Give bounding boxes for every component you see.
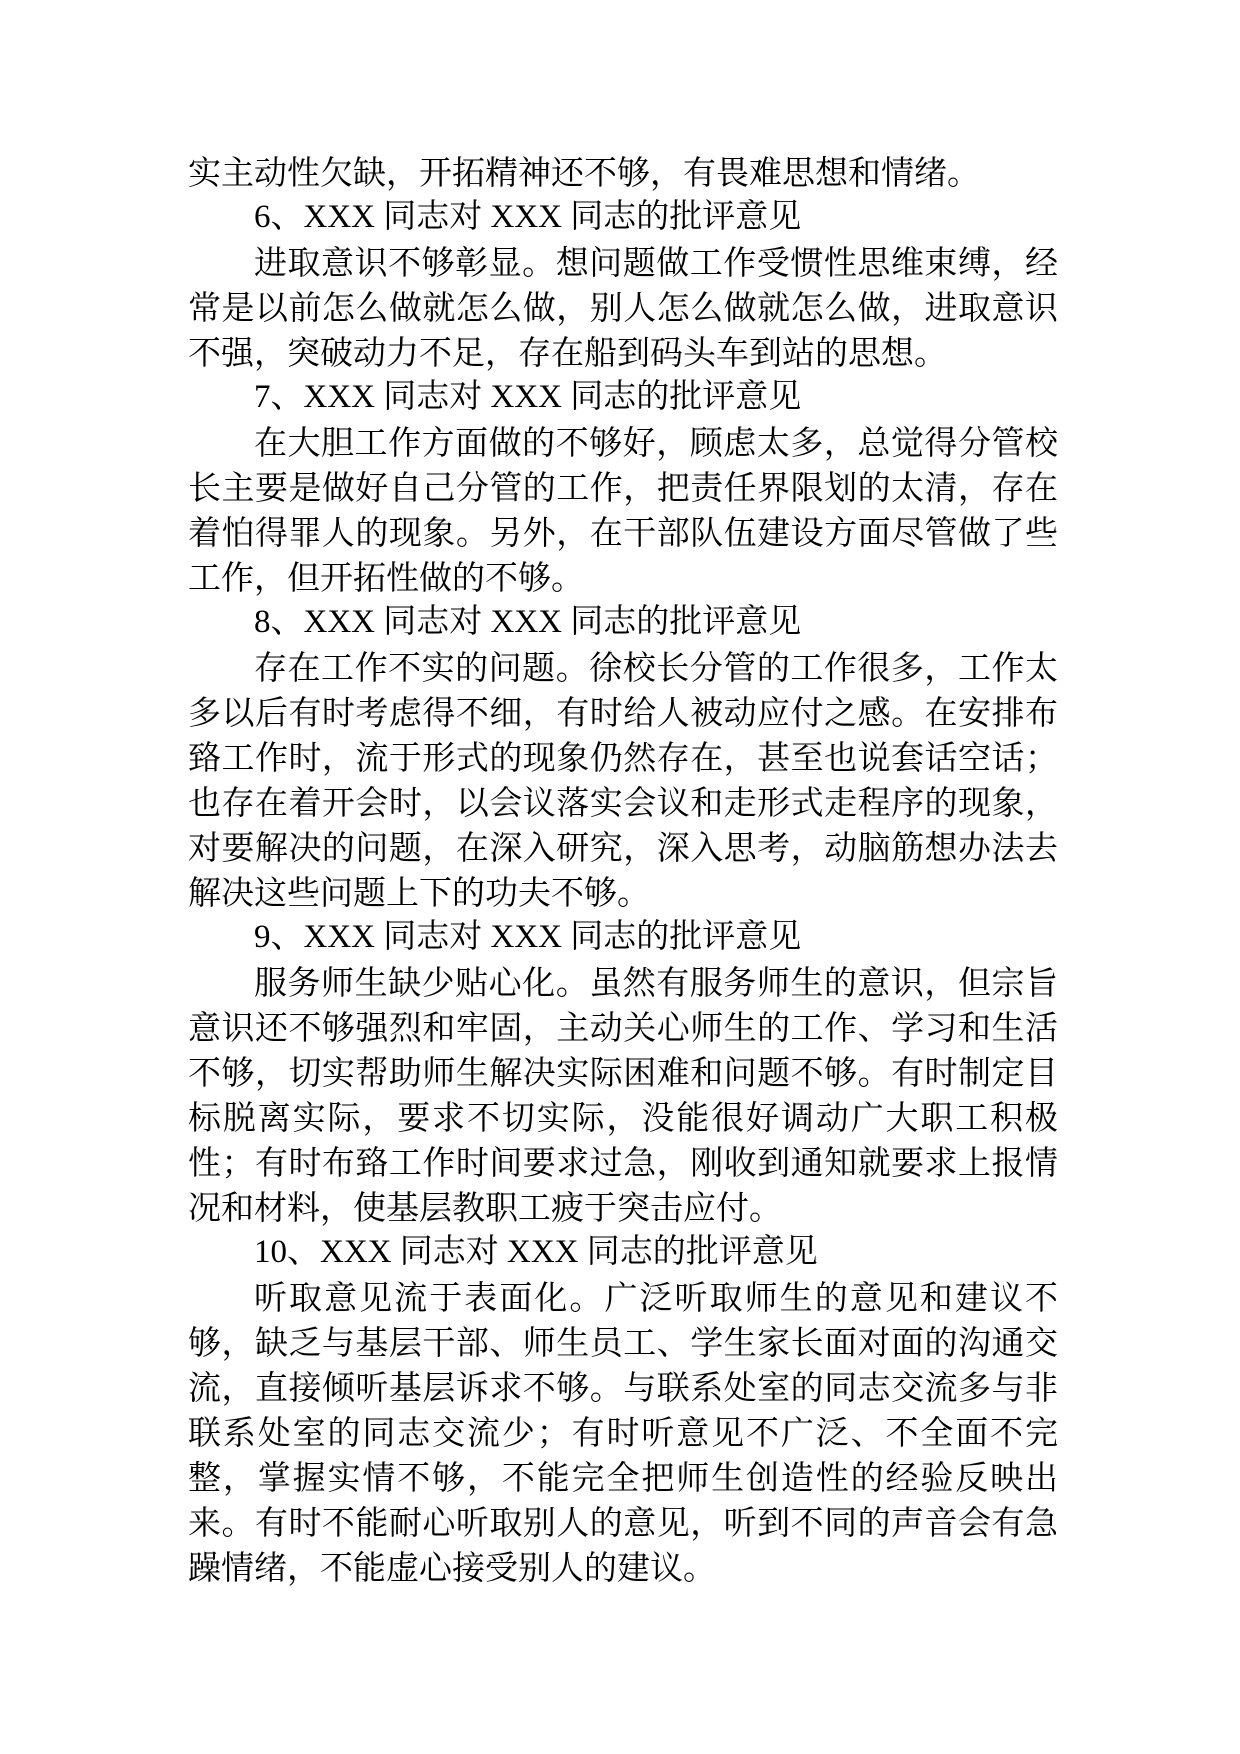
section-body-6: 进取意识不够彰显。想问题做工作受惯性思维束缚，经常是以前怎么做就怎么做，别人怎么做就怎么做，进取意识不强，突破动力不足，存在船到码头车到站的思想。	[188, 243, 1058, 372]
section-body-9: 服务师生缺少贴心化。虽然有服务师生的意识，但宗旨意识还不够强烈和牢固，主动关心师生的工作、学习和生活不够，切实帮助师生解决实际困难和问题不够。有时制定目标脱离实际，要求不切实际，没能很好调动广大职工积极性；有时布臵工作时间要求过急，刚收到通知就要求上报情况和材料，使基层教职工疲于突击应付。	[188, 963, 1058, 1227]
section-heading-10: 10、XXX 同志对 XXX 同志的批评意见	[254, 1234, 818, 1270]
continuation-paragraph: 实主动性欠缺，开拓精神还不够，有畏难思想和情绪。	[188, 153, 980, 192]
section-heading-6: 6、XXX 同志对 XXX 同志的批评意见	[254, 199, 802, 235]
section-heading-8: 8、XXX 同志对 XXX 同志的批评意见	[254, 604, 802, 640]
section-body-8: 存在工作不实的问题。徐校长分管的工作很多，工作太多以后有时考虑得不细，有时给人被动应付之感。在安排布臵工作时，流于形式的现象仍然存在，甚至也说套话空话；也存在着开会时，以会议落实会议和走形式走程序的现象，对要解决的问题，在深入研究，深入思考，动脑筋想办法去解决这些问题上下的功夫不够。	[188, 648, 1058, 912]
section-body-10: 听取意见流于表面化。广泛听取师生的意见和建议不够，缺乏与基层干部、师生员工、学生家长面对面的沟通交流，直接倾听基层诉求不够。与联系处室的同志交流多与非联系处室的同志交流少；有时听意见不广泛、不全面不完整，掌握实情不够，不能完全把师生创造性的经验反映出来。有时不能耐心听取别人的意见，听到不同的声音会有急躁情绪，不能虚心接受别人的建议。	[188, 1278, 1058, 1587]
section-heading-9: 9、XXX 同志对 XXX 同志的批评意见	[254, 919, 802, 955]
section-body-7: 在大胆工作方面做的不够好，顾虑太多，总觉得分管校长主要是做好自己分管的工作，把责任界限划的太清，存在着怕得罪人的现象。另外，在干部队伍建设方面尽管做了些工作，但开拓性做的不够。	[188, 423, 1058, 597]
document-body	[188, 150, 1058, 1590]
section-heading-7: 7、XXX 同志对 XXX 同志的批评意见	[254, 379, 802, 415]
